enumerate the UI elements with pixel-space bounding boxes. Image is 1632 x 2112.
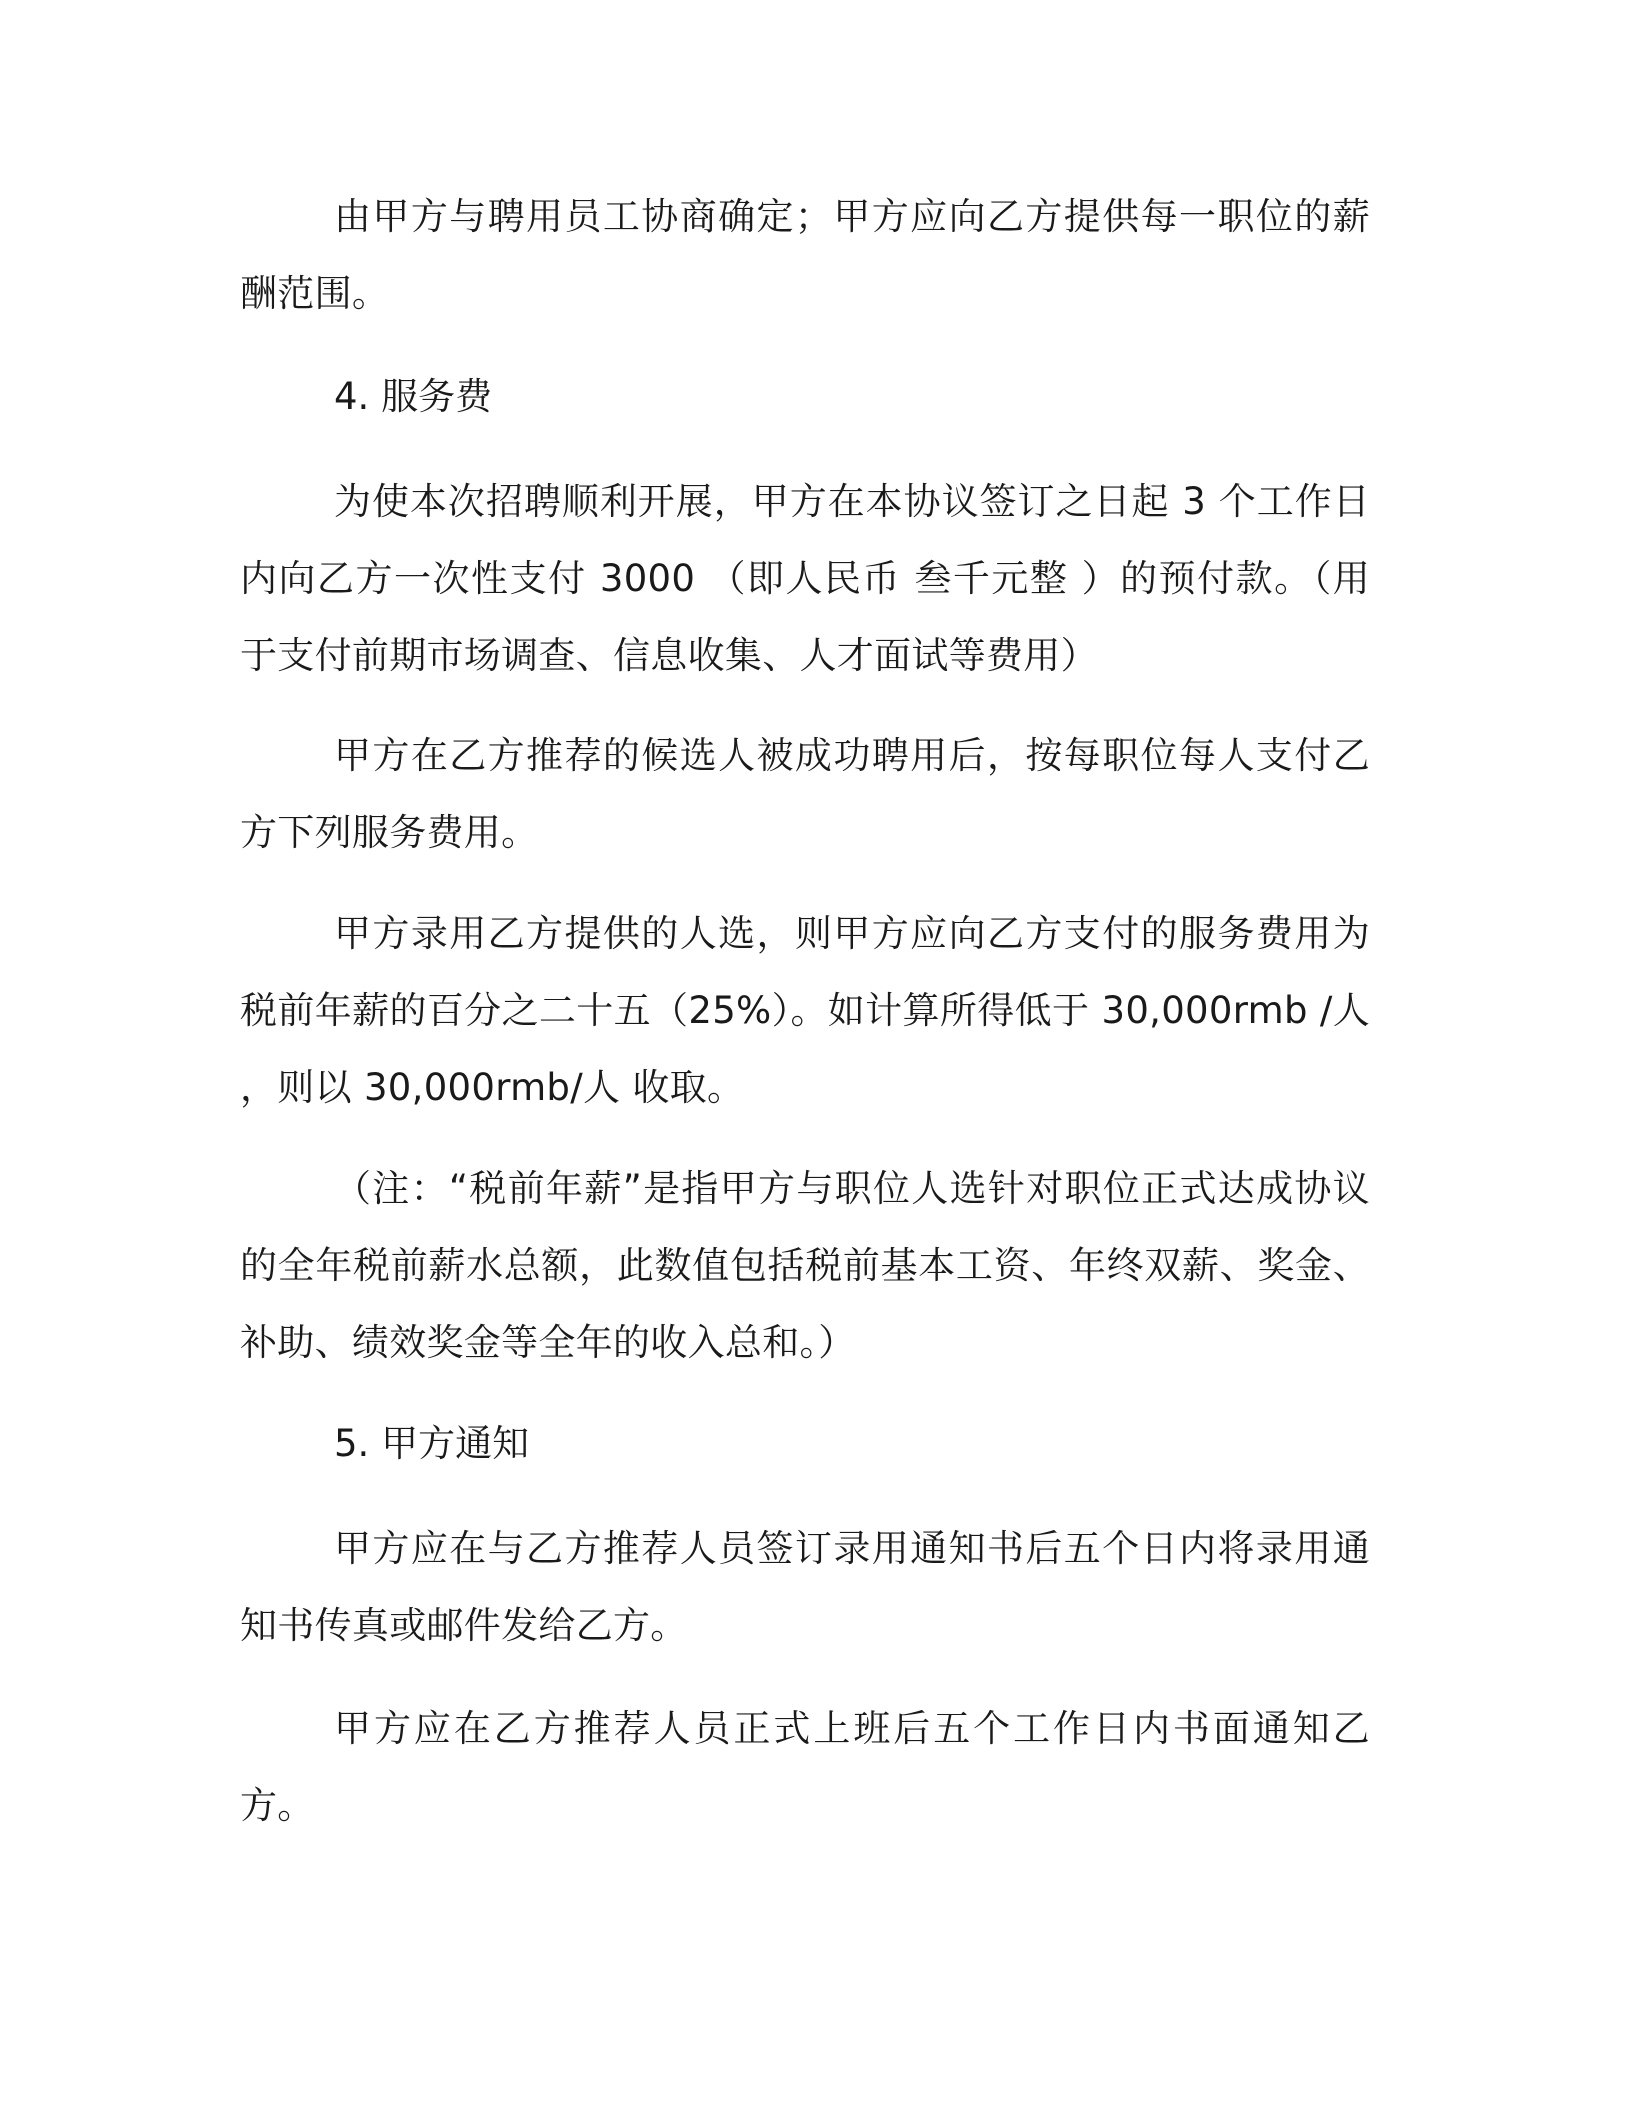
paragraph-fee-calculation: 甲方录用乙方提供的人选，则甲方应向乙方支付的服务费用为税前年薪的百分之二十五（25%）。如计算所得低于 30,000rmb /人 ，则以 30,000rmb/人 收取。 xyxy=(240,912,1370,1109)
paragraph-salary-range: 由甲方与聘用员工协商确定；甲方应向乙方提供每一职位的薪酬范围。 xyxy=(240,195,1370,315)
section-heading-notification: 5. 甲方通知 xyxy=(334,1422,530,1465)
paragraph-offer-notice: 甲方应在与乙方推荐人员签订录用通知书后五个日内将录用通知书传真或邮件发给乙方。 xyxy=(240,1527,1370,1647)
section-heading-service-fee: 4. 服务费 xyxy=(334,375,493,418)
paragraph-prepayment: 为使本次招聘顺利开展，甲方在本协议签订之日起 3 个工作日内向乙方一次性支付 3000 （即人民币 叁千元整 ）的预付款。（用于支付前期市场调查、信息收集、人才面试等费用） xyxy=(240,480,1370,677)
paragraph-salary-note: （注：“税前年薪”是指甲方与职位人选针对职位正式达成协议的全年税前薪水总额，此数值包括税前基本工资、年终双薪、奖金、补助、绩效奖金等全年的收入总和。） xyxy=(240,1167,1370,1364)
paragraph-service-fee-terms: 甲方在乙方推荐的候选人被成功聘用后，按每职位每人支付乙方下列服务费用。 xyxy=(240,734,1370,854)
paragraph-onboarding-notice: 甲方应在乙方推荐人员正式上班后五个工作日内书面通知乙方。 xyxy=(240,1707,1370,1827)
